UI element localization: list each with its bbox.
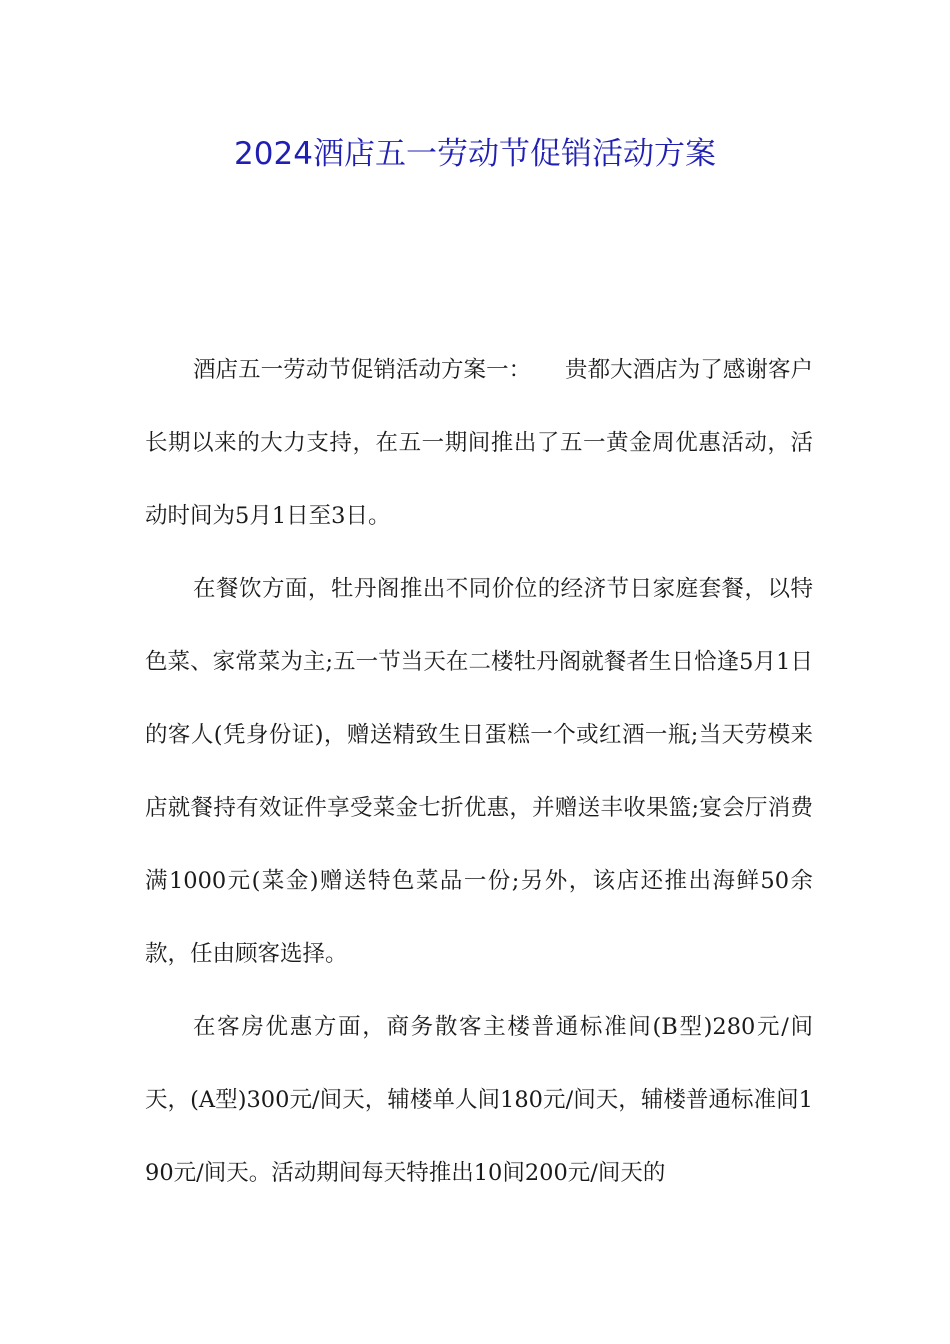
document-body: [145, 334, 813, 1210]
paragraph-rooms: 在客房优惠方面，商务散客主楼普通标准间(B型)280元/间天，(A型)300元/间天，辅楼单人间180元/间天，辅楼普通标准间190元/间天。活动期间每天特推出10间200元/间天的: [145, 1014, 813, 1186]
document-title: 2024酒店五一劳动节促销活动方案: [234, 136, 716, 172]
paragraph-dining: 在餐饮方面，牡丹阁推出不同价位的经济节日家庭套餐，以特色菜、家常菜为主;五一节当天在二楼牡丹阁就餐者生日恰逢5月1日的客人(凭身份证)，赠送精致生日蛋糕一个或红酒一瓶;当天劳模来店就餐持有效证件享受菜金七折优惠，并赠送丰收果篮;宴会厅消费满1000元(菜金)赠送特色菜品一份;另外，该店还推出海鲜50余款，任由顾客选择。: [145, 576, 813, 967]
paragraph-intro: 酒店五一劳动节促销活动方案一： 贵都大酒店为了感谢客户长期以来的大力支持，在五一期间推出了五一黄金周优惠活动，活动时间为5月1日至3日。: [145, 357, 813, 529]
